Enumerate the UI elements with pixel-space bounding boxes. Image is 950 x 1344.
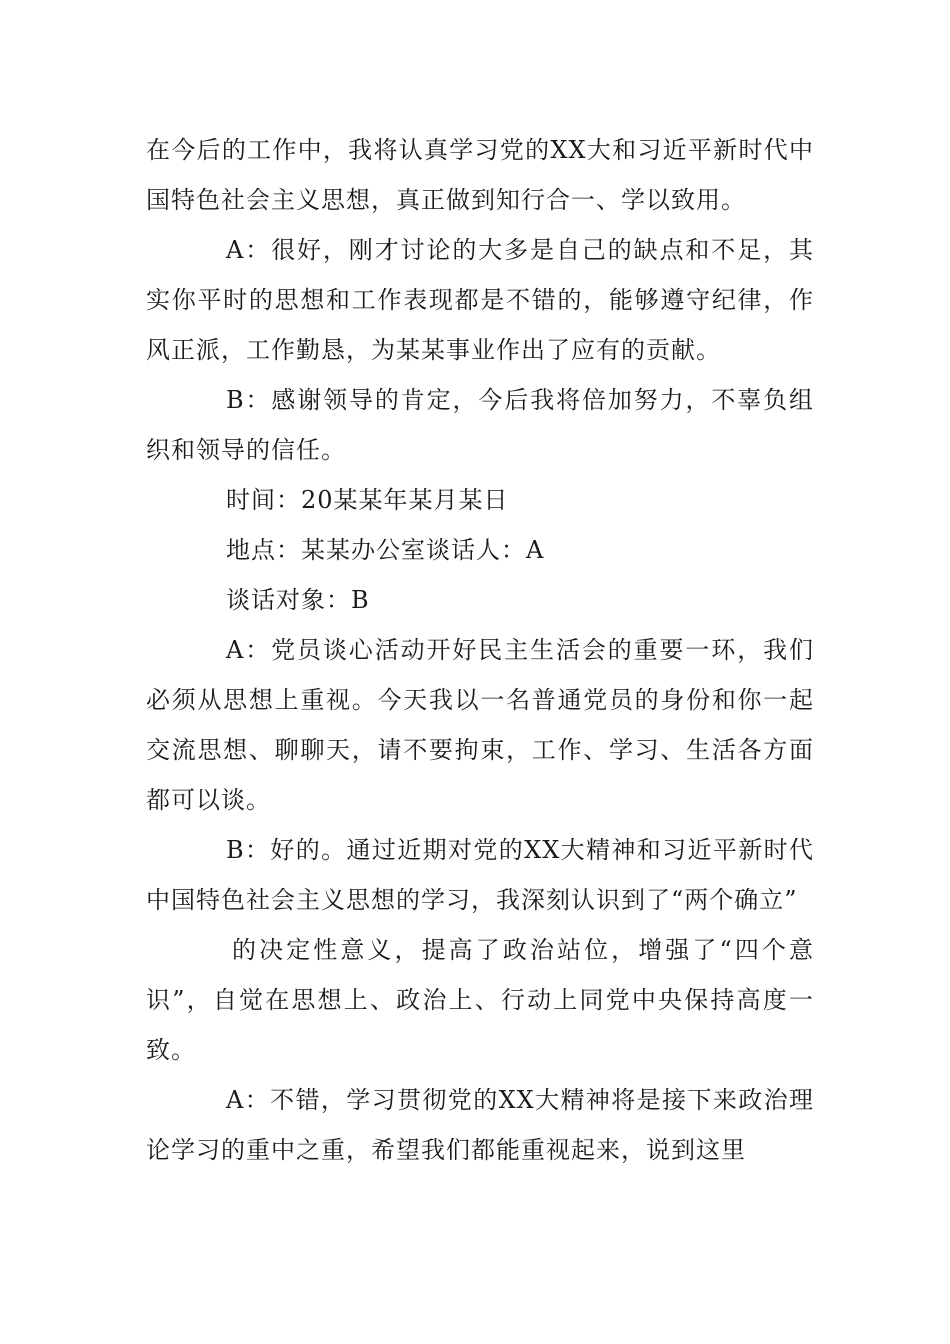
paragraph-3: B：感谢领导的肯定，今后我将倍加努力，不辜负组织和领导的信任。	[146, 386, 814, 464]
paragraph-9: 的决定性意义，提高了政治站位，增强了“四个意识”，自觉在思想上、政治上、行动上同党中央保持高度一致。	[146, 936, 814, 1064]
paragraph-time: 时间：20某某年某月某日	[226, 486, 509, 514]
paragraph-location: 地点：某某办公室谈话人：A	[226, 536, 545, 564]
paragraph-10: A：不错，学习贯彻党的XX大精神将是接下来政治理论学习的重中之重，希望我们都能重视起来，说到这里	[146, 1086, 814, 1164]
paragraph-2: A：很好，刚才讨论的大多是自己的缺点和不足，其实你平时的思想和工作表现都是不错的，能够遵守纪律，作风正派，工作勤恳，为某某事业作出了应有的贡献。	[146, 236, 814, 364]
paragraph-interviewee: 谈话对象：B	[226, 586, 370, 614]
paragraph-8: B：好的。通过近期对党的XX大精神和习近平新时代中国特色社会主义思想的学习，我深刻认识到了“两个确立”	[146, 836, 814, 914]
document-body	[146, 125, 814, 1175]
paragraph-1: 在今后的工作中，我将认真学习党的XX大和习近平新时代中国特色社会主义思想，真正做到知行合一、学以致用。	[146, 136, 814, 214]
paragraph-7: A：党员谈心活动开好民主生活会的重要一环，我们必须从思想上重视。今天我以一名普通党员的身份和你一起交流思想、聊聊天，请不要拘束，工作、学习、生活各方面都可以谈。	[146, 636, 814, 814]
